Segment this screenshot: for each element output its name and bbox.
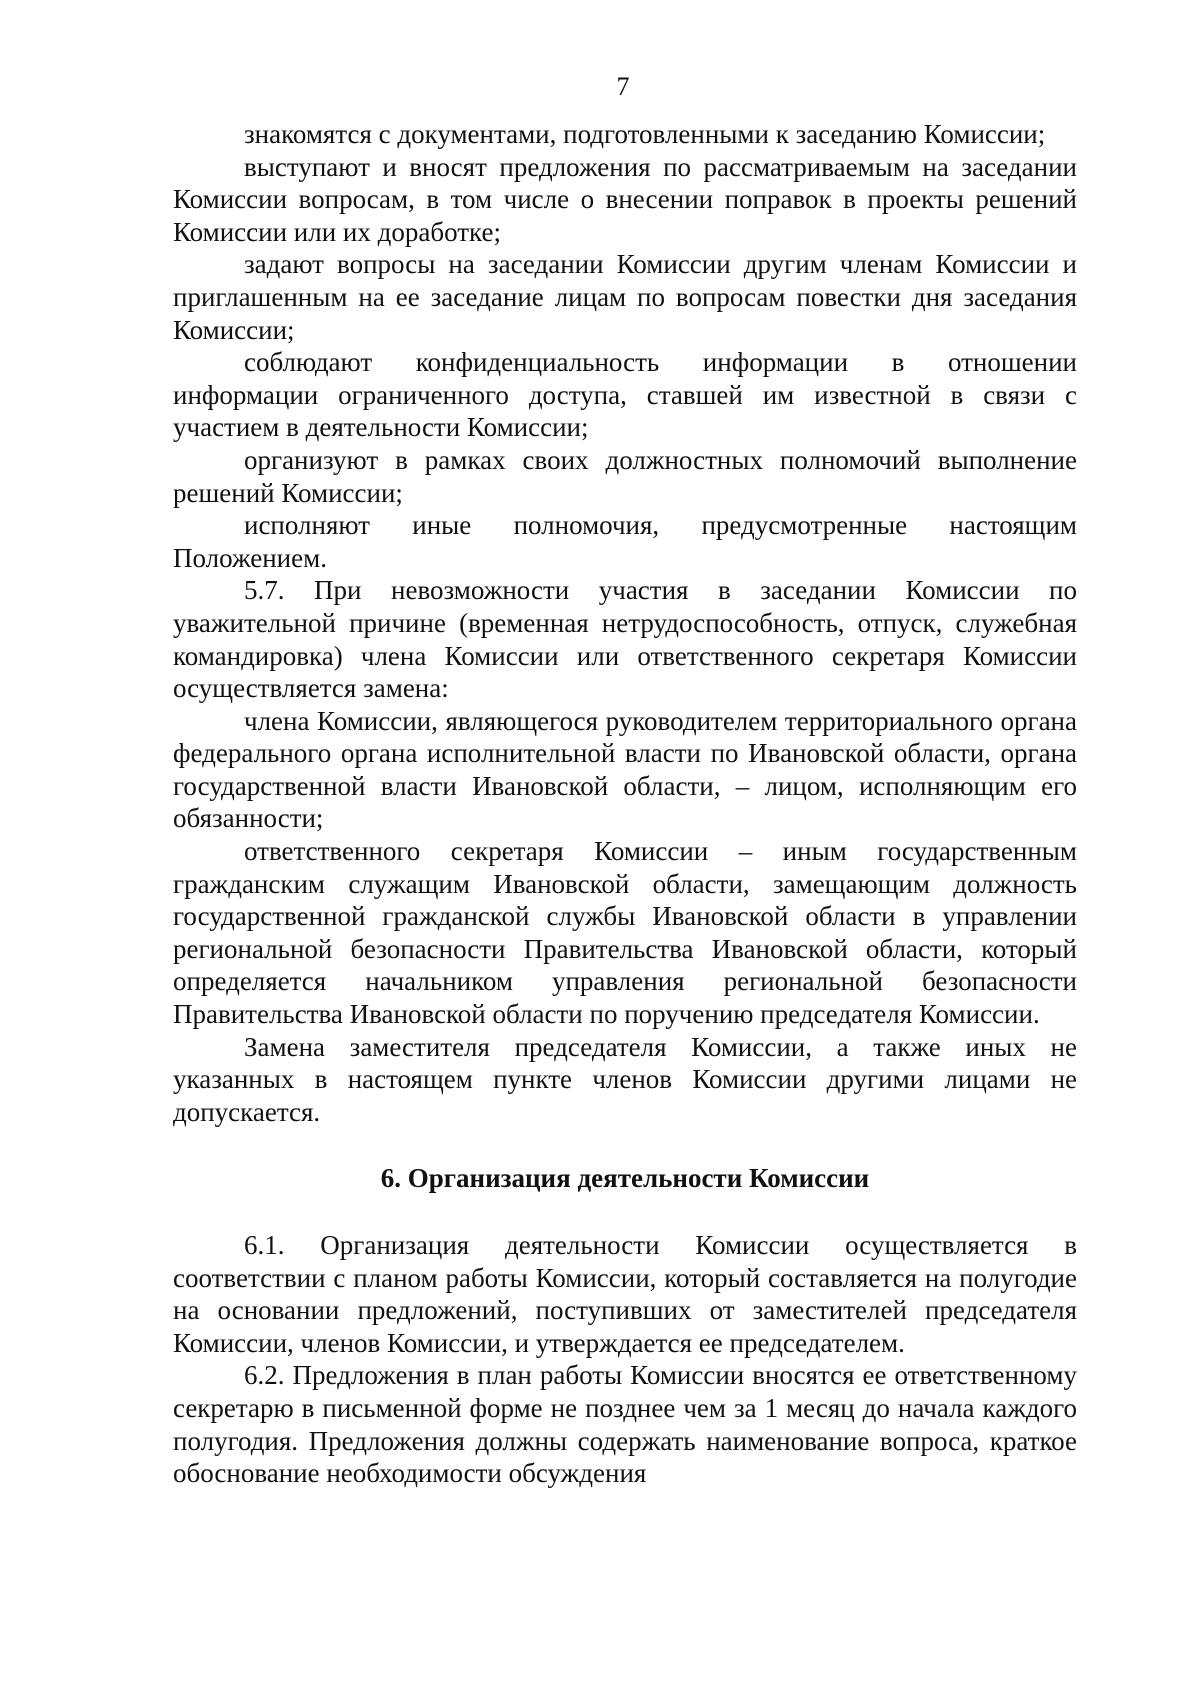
section-heading: 6. Организация деятельности Комиссии bbox=[380, 1163, 870, 1194]
paragraph-6-1: 6.1. Организация деятельности Комиссии осуществляется в соответствии с планом работы Комиссии, который составляется на полугодие на основании предложений, поступивших от заместителей председателя Комиссии, членов Комиссии, и утверждается ее председателем. bbox=[173, 1230, 1077, 1358]
paragraph: знакомятся с документами, подготовленными к заседанию Комиссии; bbox=[244, 119, 1046, 149]
paragraph: соблюдают конфиденциальность информации в отношении информации ограниченного доступа, ставшей им известной в связи с участием в деятельности Комиссии; bbox=[173, 347, 1077, 443]
document-body bbox=[173, 118, 1077, 1490]
paragraph: члена Комиссии, являющегося руководителем территориального органа федерального органа исполнительной власти по Ивановской области, органа государственной власти Ивановской области, – лицом, исполняющим его обязанности; bbox=[173, 705, 1077, 834]
paragraph-6-2: 6.2. Предложения в план работы Комиссии вносятся ее ответственному секретарю в письменной форме не позднее чем за 1 месяц до начала каждого полугодия. Предложения должны содержать наименование вопроса, краткое обоснование необходимости обсуждения bbox=[173, 1360, 1077, 1489]
paragraph: ответственного секретаря Комиссии – иным государственным гражданским служащим Ивановской области, замещающим должность государственной гражданской службы Ивановской области в управлении региональной безопасности Правительства Ивановской области, который определяется начальником управления региональной безопасности Правительства Ивановской области по поручению председателя Комиссии. bbox=[173, 836, 1077, 1030]
paragraph: организуют в рамках своих должностных полномочий выполнение решений Комиссии; bbox=[173, 444, 1077, 508]
page-number: 7 bbox=[616, 72, 630, 101]
paragraph-5-7: 5.7. При невозможности участия в заседании Комиссии по уважительной причине (временная нетрудоспособность, отпуск, служебная командировка) члена Комиссии или ответственного секретаря Комиссии осуществляется замена: bbox=[173, 575, 1077, 704]
paragraph: задают вопросы на заседании Комиссии другим членам Комиссии и приглашенным на ее заседание лицам по вопросам повестки дня заседания Комиссии; bbox=[173, 249, 1077, 345]
paragraph: выступают и вносят предложения по рассматриваемым на заседании Комиссии вопросам, в том числе о внесении поправок в проекты решений Комиссии или их доработке; bbox=[173, 151, 1077, 247]
paragraph: Замена заместителя председателя Комиссии, а также иных не указанных в настоящем пункте членов Комиссии другими лицами не допускается. bbox=[173, 1031, 1077, 1127]
paragraph: исполняют иные полномочия, предусмотренные настоящим Положением. bbox=[173, 510, 1077, 573]
